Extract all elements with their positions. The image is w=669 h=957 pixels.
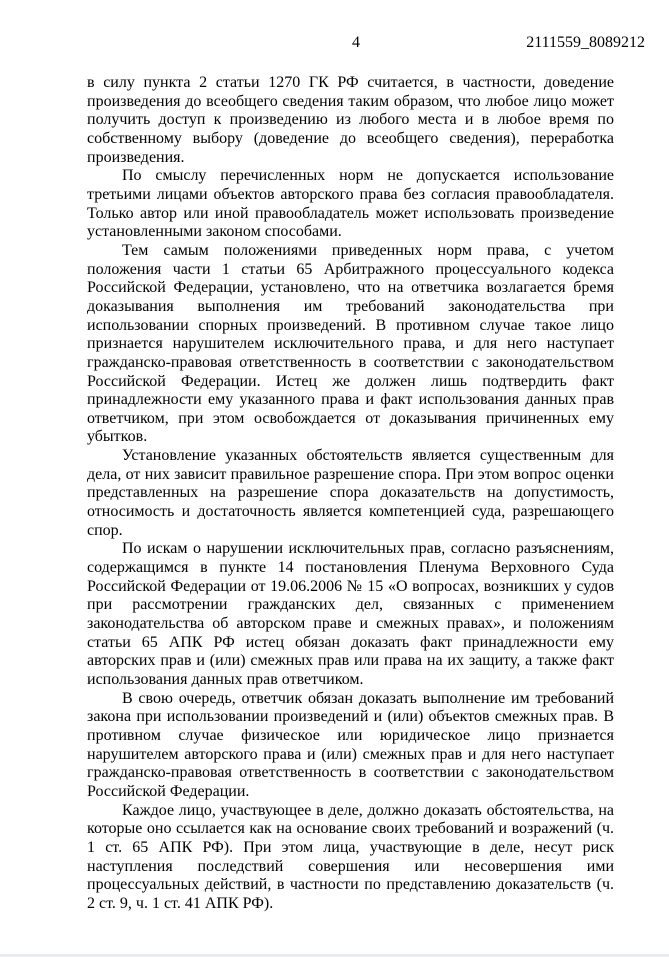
paragraph: Каждое лицо, участвующее в деле, должно доказать обстоятельства, на которые оно ссылается как на основание своих требований и возражений (ч. 1 ст. 65 АПК РФ). При этом лица, участвующие в деле, несут риск наступления последствий совершения или несовершения ими процессуальных действий, в частности по представлению доказательств (ч. 2 ст. 9, ч. 1 ст. 41 АПК РФ). [87,801,614,912]
paragraph: В свою очередь, ответчик обязан доказать выполнение им требований закона при использовании произведений и (или) объектов смежных прав. В противном случае физическое или юридическое лицо признается нарушителем авторского права и (или) смежных прав и для него наступает гражданско-правовая ответственность в соответствии с законодательством Российской Федерации. [87,689,614,800]
page-header [87,33,645,52]
paragraph: Тем самым положениями приведенных норм права, с учетом положения части 1 статьи 65 Арбитражного процессуального кодекса Российской Федерации, установлено, что на ответчика возлагается бремя доказывания выполнения им требований законодательства при использовании спорных произведений. В противном случае такое лицо признается нарушителем исключительного права, и для него наступает гражданско-правовая ответственность в соответствии с законодательством Российской Федерации. Истец же должен лишь подтвердить факт принадлежности ему указанного права и факт использования данных прав ответчиком, при этом освобождается от доказывания причиненных ему убытков. [87,241,614,446]
document-body [87,74,614,914]
paragraph-continuation: в силу пункта 2 статьи 1270 ГК РФ считается, в частности, доведение произведения до всеобщего сведения таким образом, что любое лицо может получить доступ к произведению из любого места и в любое время по собственному выбору (доведение до всеобщего сведения), переработка произведения. [87,74,614,166]
document-id: 2111559_8089212 [526,34,645,51]
paragraph: Установление указанных обстоятельств является существенным для дела, от них зависит правильное разрешение спора. При этом вопрос оценки представленных на разрешение спора доказательств на допустимость, относимость и достаточность является компетенцией суда, разрешающего спор. [87,447,614,539]
paragraph: По искам о нарушении исключительных прав, согласно разъяснениям, содержащимся в пункте 14 постановления Пленума Верховного Суда Российской Федерации от 19.06.2006 № 15 «О вопросах, возникших у судов при рассмотрении гражданских дел, связанных с применением законодательства об авторском праве и смежных правах», и положениям статьи 65 АПК РФ истец обязан доказать факт принадлежности ему авторских прав и (или) смежных прав или права на их защиту, а также факт использования данных прав ответчиком. [87,540,614,688]
paragraph: По смыслу перечисленных норм не допускается использование третьими лицами объектов авторского права без согласия правообладателя. Только автор или иной правообладатель может использовать произведение установленными законом способами. [87,167,614,241]
page-number: 4 [352,34,360,51]
